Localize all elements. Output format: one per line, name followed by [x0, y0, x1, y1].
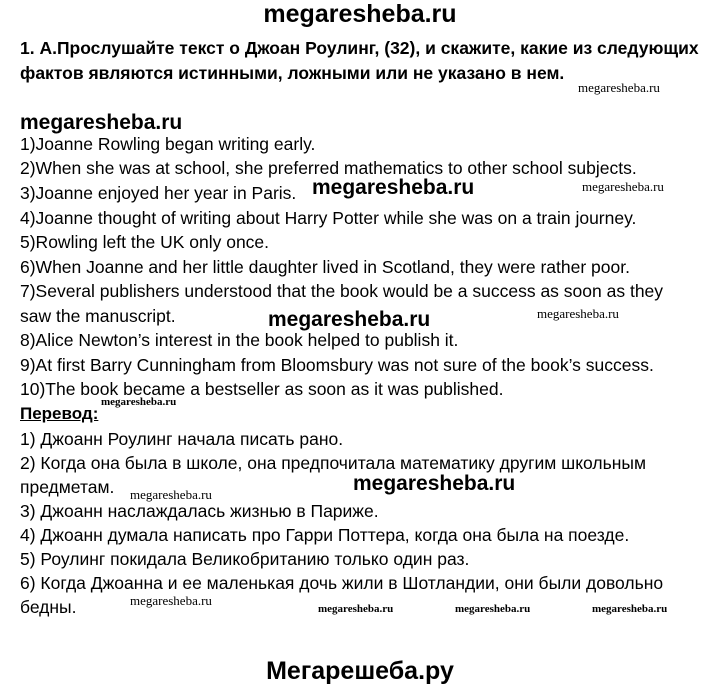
- translation-heading: Перевод:: [20, 404, 99, 423]
- watermark: megaresheba.ru: [318, 603, 394, 615]
- task-instruction: 1. А.Прослушайте текст о Джоан Роулинг, (32), и скажите, какие из следующих фактов являются истинными, ложными или не указано в нем.: [20, 38, 699, 83]
- translation-item-2-cont: предметам.: [20, 477, 115, 497]
- watermark: megaresheba.ru: [130, 487, 212, 502]
- watermark: megaresheba.ru: [101, 396, 177, 408]
- english-item-8: 8)Alice Newton’s interest in the book helped to publish it.: [20, 330, 459, 350]
- watermark: megaresheba.ru: [537, 306, 619, 321]
- english-item-10: 10)The book became a bestseller as soon as it was published.: [20, 379, 504, 399]
- english-item-7: 7)Several publishers understood that the book would be a success as soon as they: [20, 281, 664, 301]
- watermark: megaresheba.ru: [353, 472, 516, 495]
- translation-item-3: 3) Джоанн наслаждалась жизнью в Париже.: [20, 501, 379, 521]
- english-item-3: 3)Joanne enjoyed her year in Paris.: [20, 183, 297, 203]
- english-item-1: 1)Joanne Rowling began writing early.: [20, 134, 316, 154]
- watermark: megaresheba.ru: [592, 603, 668, 615]
- translation-item-1: 1) Джоанн Роулинг начала писать рано.: [20, 429, 344, 449]
- english-item-4: 4)Joanne thought of writing about Harry Potter while she was on a train journey.: [20, 208, 637, 228]
- english-item-9: 9)At first Barry Cunningham from Bloomsbury was not sure of the book’s success.: [20, 355, 654, 375]
- watermark: megaresheba.ru: [312, 176, 475, 199]
- watermark: megaresheba.ru: [268, 308, 431, 331]
- translation-item-4: 4) Джоанн думала написать про Гарри Поттера, когда она была на поезде.: [20, 525, 630, 545]
- translation-item-6: 6) Когда Джоанна и ее маленькая дочь жили в Шотландии, они были довольно: [20, 573, 664, 593]
- site-title-bottom: Мегарешеба.ру: [266, 657, 454, 685]
- watermark: megaresheba.ru: [455, 603, 531, 615]
- site-title-top: megaresheba.ru: [263, 0, 457, 28]
- watermark: megaresheba.ru: [130, 593, 212, 608]
- watermark: megaresheba.ru: [20, 111, 183, 134]
- english-item-2: 2)When she was at school, she preferred mathematics to other school subjects.: [20, 158, 637, 178]
- watermark: megaresheba.ru: [582, 179, 664, 194]
- english-item-7-cont: saw the manuscript.: [20, 306, 176, 326]
- english-item-5: 5)Rowling left the UK only once.: [20, 232, 270, 252]
- english-item-6: 6)When Joanne and her little daughter lived in Scotland, they were rather poor.: [20, 257, 630, 277]
- translation-item-2: 2) Когда она была в школе, она предпочитала математику другим школьным: [20, 453, 647, 473]
- watermark: megaresheba.ru: [578, 80, 660, 95]
- translation-item-6-cont: бедны.: [20, 597, 77, 617]
- translation-item-5: 5) Роулинг покидала Великобританию только один раз.: [20, 549, 470, 569]
